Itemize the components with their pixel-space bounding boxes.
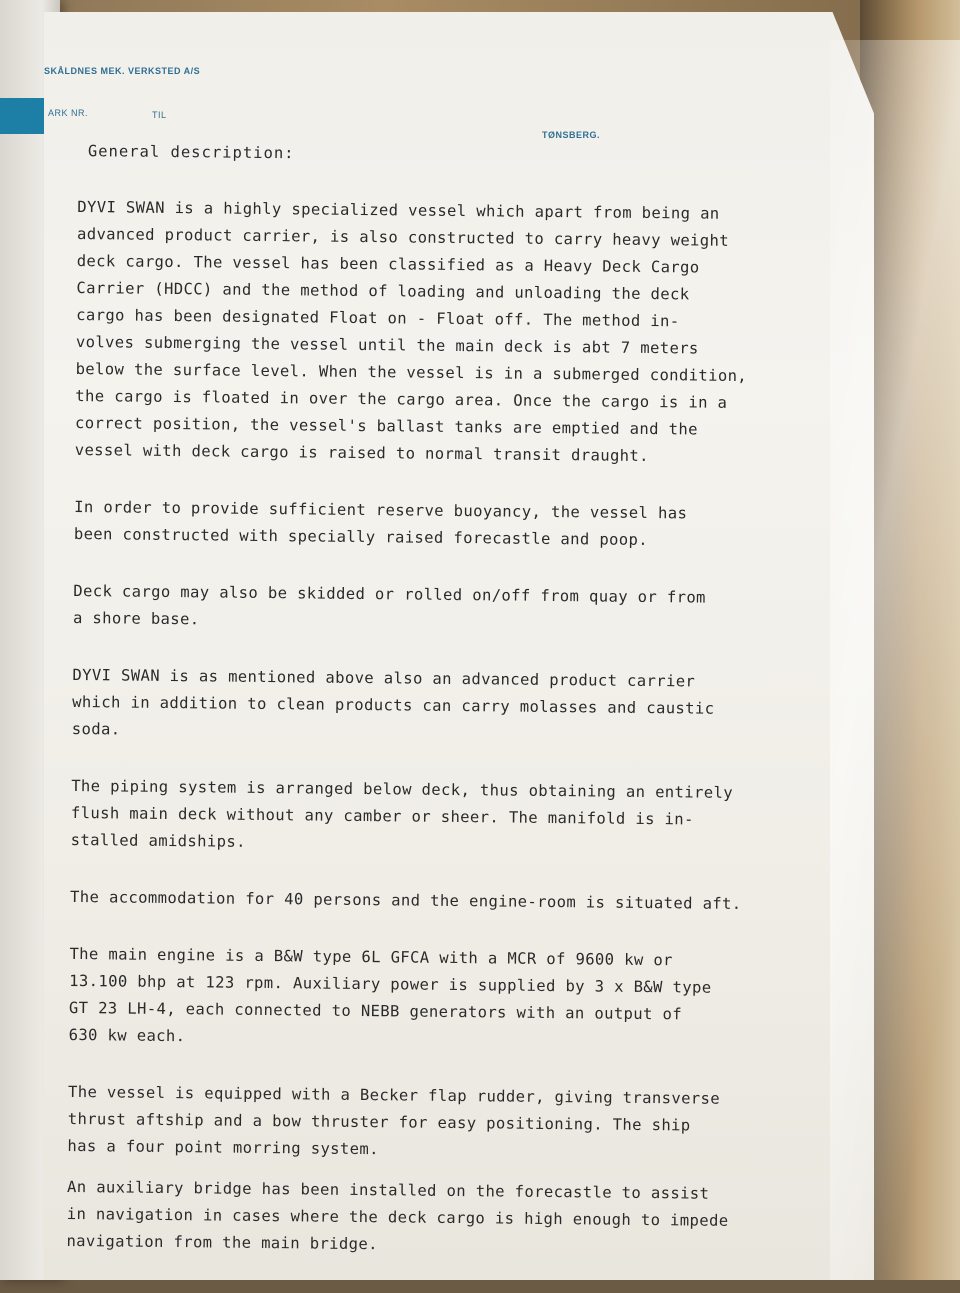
paragraph-buoyancy: In order to provide sufficient reserve buoyancy, the vessel has been constructed with specially raised forecastle and poop. [73, 497, 688, 549]
paragraph-auxiliary-bridge: An auxiliary bridge has been installed on the forecastle to assist in navigation in cases where the deck cargo is high enough to impede navigation from the main bridge. [66, 1177, 729, 1254]
paragraph-overview: DYVI SWAN is a highly specialized vessel which apart from being an advanced product carrier, is also constructed to carry heavy weight deck cargo. The vessel has been classified as a Heavy Deck Cargo Carrier (HDCC) and the method of loading and unloading the deck cargo has been designated Float on - Float off. The method in- volves submerging the vessel until the main deck is abt 7 meters below the surface level. When the vessel is in a submerged condition, the cargo is floated in over the cargo area. Once the cargo is in a correct position, the vessel's ballast tanks are emptied and the vessel with deck cargo is raised to normal transit draught. [74, 197, 748, 465]
document-title: General description: [87, 142, 295, 163]
paragraph-main-engine: The main engine is a B&W type 6L GFCA with a MCR of 9600 kw or 13.100 bhp at 123 rpm. Auxiliary power is supplied by 3 x B&W type GT 23 LH-4, each connected to NEBB generators with an output of 630 kw each. [68, 944, 712, 1046]
paragraph-piping: The piping system is arranged below deck, thus obtaining an entirely flush main deck without any camber or sheer. The manifold is in- stalled amidships. [70, 776, 734, 851]
letterhead-ark-label: ARK NR. [48, 108, 89, 118]
paragraph-rudder: The vessel is equipped with a Becker flap rudder, giving transverse thrust aftship and a bow thruster for easy positioning. The ship has a four point morring system. [67, 1082, 721, 1159]
document-body [66, 142, 848, 1293]
plastic-sleeve-glare [830, 40, 960, 1280]
letterhead-til-label: TIL [152, 110, 167, 120]
paragraph-skidding: Deck cargo may also be skidded or rolled on/off from quay or from a shore base. [72, 581, 706, 629]
letterhead-city: TØNSBERG. [542, 130, 601, 140]
letterhead-company: SKÅLDNES MEK. VERKSTED A/S [44, 66, 201, 76]
paragraph-product-carrier: DYVI SWAN is as mentioned above also an advanced product carrier which in addition to clean products can carry molasses and caustic soda. [71, 665, 715, 739]
paragraph-accommodation: The accommodation for 40 persons and the engine-room is situated aft. [69, 887, 742, 913]
